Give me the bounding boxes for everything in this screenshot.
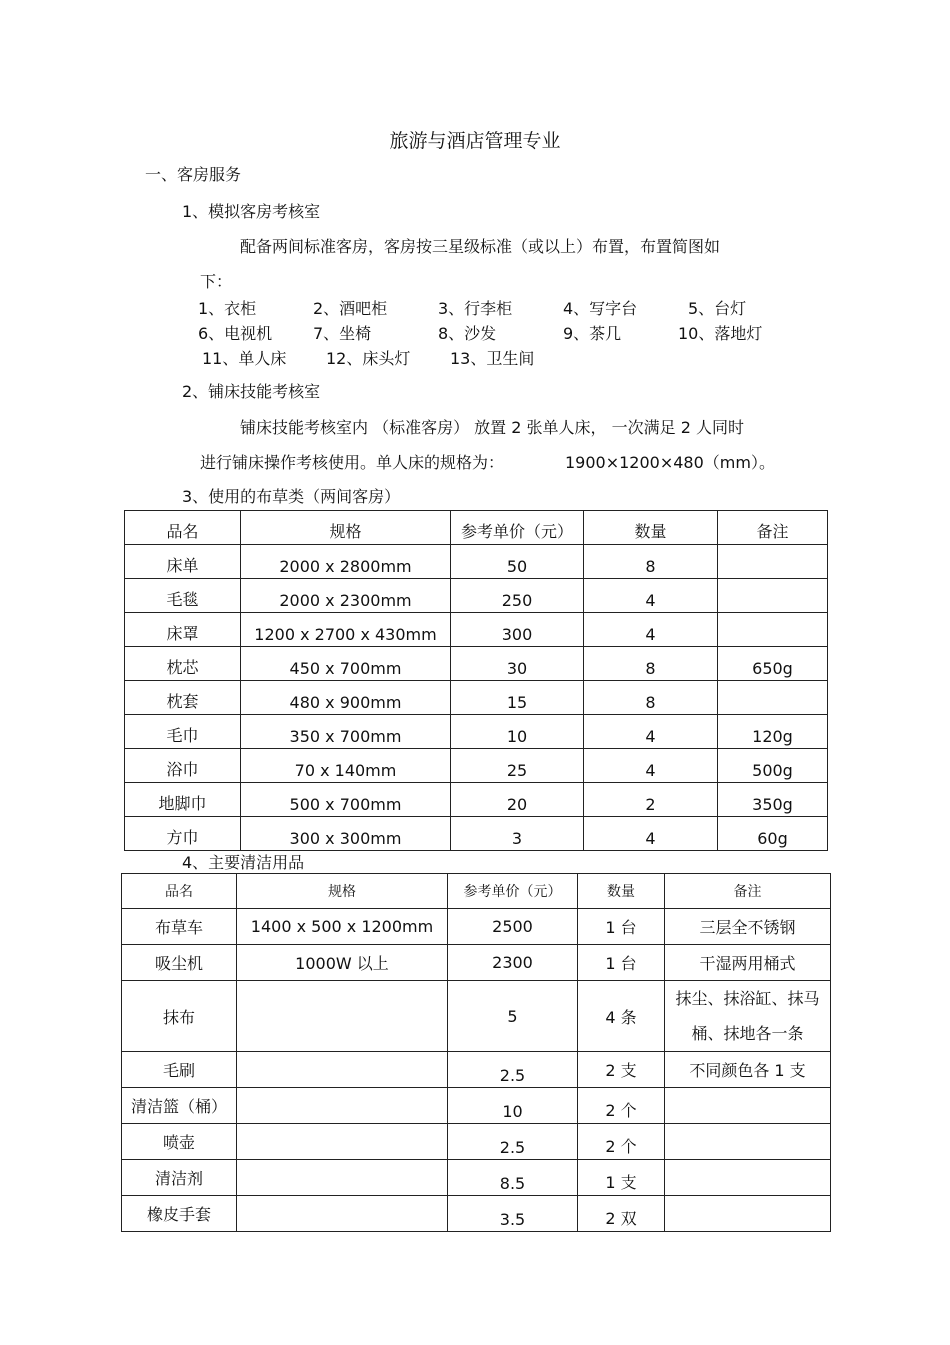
room-item: 7、坐椅 xyxy=(313,324,372,343)
table-cell: 8 xyxy=(584,681,718,715)
table-cell: 2.5 xyxy=(448,1124,578,1160)
table-row xyxy=(122,1196,831,1232)
table-cell: 650g xyxy=(718,647,828,681)
table-cell: 480 x 900mm xyxy=(241,681,451,715)
table-cell: 清洁剂 xyxy=(122,1160,237,1196)
table-row xyxy=(125,749,828,783)
table-cell: 8 xyxy=(584,545,718,579)
room-item: 6、电视机 xyxy=(198,324,273,343)
table-cell: 喷壶 xyxy=(122,1124,237,1160)
header-cell: 数量 xyxy=(584,511,718,545)
table-cell: 4 xyxy=(584,817,718,851)
table-cell: 10 xyxy=(451,715,584,749)
table-cell: 不同颜色各 1 支 xyxy=(665,1052,831,1088)
table-cell: 30 xyxy=(451,647,584,681)
table-cell: 8 xyxy=(584,647,718,681)
header-cell: 规格 xyxy=(241,511,451,545)
table-cell: 2 个 xyxy=(578,1088,665,1124)
table-cell: 抹布 xyxy=(122,981,237,1052)
table-row xyxy=(122,1160,831,1196)
header-cell: 规格 xyxy=(237,874,448,909)
bed-spec-value: 1900×1200×480（mm）。 xyxy=(565,453,775,472)
table-cell: 25 xyxy=(451,749,584,783)
subheading-cleaning-supplies: 4、主要清洁用品 xyxy=(182,853,305,872)
table-header-row xyxy=(122,874,831,909)
table-row xyxy=(125,613,828,647)
table-cell: 4 xyxy=(584,749,718,783)
linens-table xyxy=(124,510,828,851)
table-cell: 4 xyxy=(584,715,718,749)
table-cell: 清洁篮（桶） xyxy=(122,1088,237,1124)
table-cell: 2.5 xyxy=(448,1052,578,1088)
table-cell xyxy=(665,1160,831,1196)
table-cell: 浴巾 xyxy=(125,749,241,783)
table-cell: 枕套 xyxy=(125,681,241,715)
table-cell xyxy=(237,1160,448,1196)
table-cell: 15 xyxy=(451,681,584,715)
table-cell: 1400 x 500 x 1200mm xyxy=(237,909,448,945)
table-cell xyxy=(718,681,828,715)
header-cell: 参考单价（元） xyxy=(448,874,578,909)
table-cell: 4 xyxy=(584,613,718,647)
table-row xyxy=(125,817,828,851)
table-cell: 50 xyxy=(451,545,584,579)
paragraph-mock-room-line2: 下： xyxy=(200,272,233,291)
table-cell: 1200 x 2700 x 430mm xyxy=(241,613,451,647)
table-row xyxy=(122,909,831,945)
table-cell: 布草车 xyxy=(122,909,237,945)
table-cell: 方巾 xyxy=(125,817,241,851)
table-cell: 3 xyxy=(451,817,584,851)
room-item: 2、酒吧柜 xyxy=(313,299,388,318)
room-items-row-1 xyxy=(198,296,818,320)
table-cell: 500 x 700mm xyxy=(241,783,451,817)
table-cell: 60g xyxy=(718,817,828,851)
table-row xyxy=(125,715,828,749)
table-cell: 5 xyxy=(448,981,578,1052)
table-cell: 70 x 140mm xyxy=(241,749,451,783)
header-cell: 数量 xyxy=(578,874,665,909)
table-cell: 床单 xyxy=(125,545,241,579)
room-items-row-2 xyxy=(198,321,818,345)
table-cell: 橡皮手套 xyxy=(122,1196,237,1232)
table-cell: 20 xyxy=(451,783,584,817)
room-item: 13、卫生间 xyxy=(450,349,535,368)
table-row xyxy=(125,647,828,681)
table-cell: 1 台 xyxy=(578,945,665,981)
table-cell: 2 支 xyxy=(578,1052,665,1088)
table-cell xyxy=(718,613,828,647)
cleaning-supplies-table xyxy=(121,873,831,1232)
table-cell: 2000 x 2800mm xyxy=(241,545,451,579)
table-cell: 毛巾 xyxy=(125,715,241,749)
table-row xyxy=(125,783,828,817)
header-cell: 品名 xyxy=(125,511,241,545)
table-cell: 300 xyxy=(451,613,584,647)
table-row xyxy=(122,1088,831,1124)
table-cell: 毛毯 xyxy=(125,579,241,613)
room-item: 11、单人床 xyxy=(202,349,287,368)
header-cell: 品名 xyxy=(122,874,237,909)
header-cell: 参考单价（元） xyxy=(451,511,584,545)
table-cell: 300 x 300mm xyxy=(241,817,451,851)
table-row xyxy=(122,981,831,1052)
room-item: 5、台灯 xyxy=(688,299,747,318)
table-cell: 250 xyxy=(451,579,584,613)
table-cell: 3.5 xyxy=(448,1196,578,1232)
table-row xyxy=(122,945,831,981)
table-cell: 10 xyxy=(448,1088,578,1124)
header-cell: 备注 xyxy=(718,511,828,545)
table-cell: 350g xyxy=(718,783,828,817)
subheading-linens: 3、使用的布草类（两间客房） xyxy=(182,487,401,506)
room-item: 1、衣柜 xyxy=(198,299,257,318)
subheading-bedmaking-room: 2、铺床技能考核室 xyxy=(182,382,321,401)
paragraph-mock-room-line1: 配备两间标准客房，客房按三星级标准（或以上）布置，布置简图如 xyxy=(240,237,721,256)
table-cell xyxy=(665,1088,831,1124)
table-row xyxy=(125,579,828,613)
subheading-mock-room: 1、模拟客房考核室 xyxy=(182,202,321,221)
room-item: 4、写字台 xyxy=(563,299,638,318)
page-title: 旅游与酒店管理专业 xyxy=(389,130,561,152)
table-cell xyxy=(237,1088,448,1124)
room-item: 12、床头灯 xyxy=(326,349,411,368)
table-cell: 2 双 xyxy=(578,1196,665,1232)
table-cell: 4 xyxy=(584,579,718,613)
table-cell: 地脚巾 xyxy=(125,783,241,817)
table-cell: 350 x 700mm xyxy=(241,715,451,749)
paragraph-bedmaking-line1: 铺床技能考核室内 （标准客房） 放置 2 张单人床， 一次满足 2 人同时 xyxy=(240,418,744,437)
table-cell: 2500 xyxy=(448,909,578,945)
table-cell: 450 x 700mm xyxy=(241,647,451,681)
table-cell: 4 条 xyxy=(578,981,665,1052)
table-cell: 2 xyxy=(584,783,718,817)
table-cell: 床罩 xyxy=(125,613,241,647)
table-cell: 500g xyxy=(718,749,828,783)
table-cell xyxy=(237,981,448,1052)
room-item: 8、沙发 xyxy=(438,324,497,343)
table-cell: 枕芯 xyxy=(125,647,241,681)
section-heading-room-service: 一、客房服务 xyxy=(145,165,242,184)
room-item: 9、茶几 xyxy=(563,324,622,343)
room-item: 10、落地灯 xyxy=(678,324,763,343)
table-cell: 1 台 xyxy=(578,909,665,945)
table-cell: 1 支 xyxy=(578,1160,665,1196)
table-cell: 三层全不锈钢 xyxy=(665,909,831,945)
table-cell xyxy=(237,1052,448,1088)
table-cell: 120g xyxy=(718,715,828,749)
table-cell xyxy=(718,545,828,579)
paragraph-bedmaking-line2: 进行铺床操作考核使用。单人床的规格为： xyxy=(200,453,505,472)
room-item: 3、行李柜 xyxy=(438,299,513,318)
table-row xyxy=(122,1052,831,1088)
table-cell xyxy=(665,1124,831,1160)
table-header-row xyxy=(125,511,828,545)
table-cell: 抹尘、抹浴缸、抹马桶、抹地各一条 xyxy=(665,981,831,1052)
table-cell: 毛刷 xyxy=(122,1052,237,1088)
table-cell: 1000W 以上 xyxy=(237,945,448,981)
table-cell: 8.5 xyxy=(448,1160,578,1196)
table-cell xyxy=(718,579,828,613)
table-cell xyxy=(665,1196,831,1232)
table-cell: 2 个 xyxy=(578,1124,665,1160)
table-row xyxy=(125,681,828,715)
table-cell: 干湿两用桶式 xyxy=(665,945,831,981)
table-cell: 2300 xyxy=(448,945,578,981)
room-items-row-3 xyxy=(202,346,822,370)
table-cell: 吸尘机 xyxy=(122,945,237,981)
table-cell: 2000 x 2300mm xyxy=(241,579,451,613)
table-cell xyxy=(237,1196,448,1232)
table-row xyxy=(122,1124,831,1160)
table-row xyxy=(125,545,828,579)
table-cell xyxy=(237,1124,448,1160)
header-cell: 备注 xyxy=(665,874,831,909)
